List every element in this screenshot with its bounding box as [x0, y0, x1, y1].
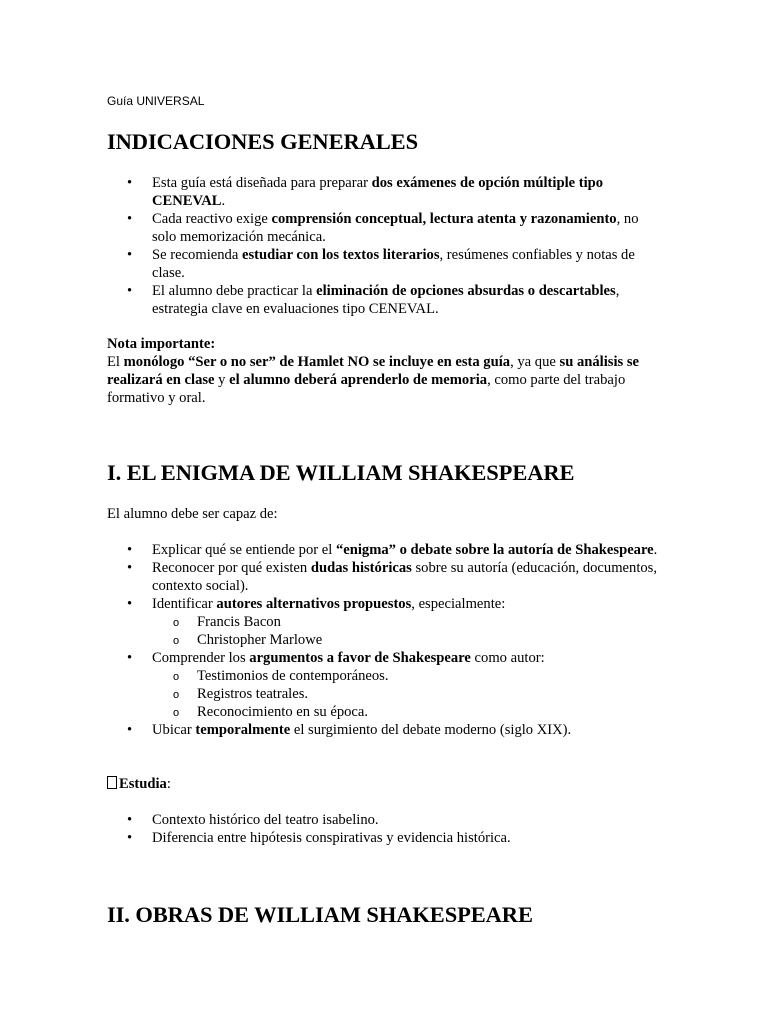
text: , especialmente:	[411, 596, 506, 612]
text: Se recomienda	[152, 247, 242, 263]
text: El	[107, 354, 124, 370]
sub-list	[152, 667, 663, 721]
sub-list-item: o Francis Bacon	[152, 613, 663, 631]
sub-list-item: o Christopher Marlowe	[152, 631, 663, 649]
bold-text: autores alternativos propuestos	[216, 596, 412, 612]
bold-text: temporalmente	[195, 722, 291, 738]
bold-text: dudas históricas	[310, 560, 412, 576]
text: , ya que	[510, 354, 560, 370]
bold-text: argumentos a favor de Shakespeare	[249, 650, 471, 666]
bold-text: “enigma” o debate sobre la autoría de Shakespeare	[335, 542, 654, 558]
text: sobre su autoría (educación, documentos, contexto social).	[152, 560, 658, 594]
estudia-label: Estudia	[119, 776, 167, 792]
bold-text: su análisis se realizará en clase	[107, 354, 640, 388]
note-title: Nota importante:	[107, 336, 216, 352]
text: Cada reactivo exige	[152, 211, 272, 227]
bold-text: monólogo “Ser o no ser” de Hamlet NO se incluye en esta guía	[123, 354, 511, 370]
bold-text: eliminación de opciones absurdas o descartables	[316, 283, 616, 299]
list-item	[107, 649, 663, 721]
bold-text: comprensión conceptual, lectura atenta y razonamiento	[271, 211, 617, 227]
sub-list	[152, 613, 663, 649]
page-header: Guía UNIVERSAL	[107, 94, 205, 108]
enigma-intro: El alumno debe ser capaz de:	[107, 506, 278, 522]
note-body	[107, 353, 663, 407]
list-item	[107, 282, 663, 318]
text: , como parte del trabajo formativo y oral.	[107, 372, 626, 406]
text: como autor:	[470, 650, 545, 666]
sub-list-item: o Testimonios de contemporáneos.	[152, 667, 663, 685]
missing-glyph-icon	[107, 776, 117, 789]
list-item	[107, 174, 663, 210]
text: .	[221, 193, 226, 209]
list-item: • Contexto histórico del teatro isabelino.	[107, 811, 663, 829]
list-item	[107, 721, 663, 739]
text: El alumno debe practicar la	[152, 283, 317, 299]
enigma-list	[107, 541, 663, 739]
list-item	[107, 595, 663, 649]
heading-indicaciones-generales: INDICACIONES GENERALES	[107, 129, 418, 154]
note-block	[107, 335, 663, 407]
text: y	[214, 372, 230, 388]
text: Esta guía está diseñada para preparar	[152, 175, 372, 191]
bold-text: el alumno deberá aprenderlo de memoria	[229, 372, 488, 388]
list-item: • Diferencia entre hipótesis conspirativas y evidencia histórica.	[107, 829, 663, 847]
list-item	[107, 246, 663, 282]
text: Reconocer por qué existen	[152, 560, 311, 576]
sub-list-item: o Reconocimiento en su época.	[152, 703, 663, 721]
estudia-line	[107, 775, 663, 793]
text: Ubicar	[152, 722, 196, 738]
text: .	[653, 542, 658, 558]
text: Comprender los	[152, 650, 250, 666]
list-item	[107, 559, 663, 595]
text: Identificar	[152, 596, 217, 612]
estudia-colon: :	[166, 776, 171, 792]
text: , resúmenes confiables y notas de clase.	[152, 247, 635, 281]
bold-text: estudiar con los textos literarios	[241, 247, 440, 263]
heading-enigma: I. EL ENIGMA DE WILLIAM SHAKESPEARE	[107, 460, 575, 485]
list-item	[107, 541, 663, 559]
estudia-list	[107, 811, 663, 847]
text: el surgimiento del debate moderno (siglo XIX).	[290, 722, 572, 738]
indicaciones-list	[107, 174, 663, 318]
text: , estrategia clave en evaluaciones tipo CENEVAL.	[152, 283, 620, 317]
text: Explicar qué se entiende por el	[152, 542, 336, 558]
list-item	[107, 210, 663, 246]
text: , no solo memorización mecánica.	[152, 211, 639, 245]
sub-list-item: o Registros teatrales.	[152, 685, 663, 703]
bold-text: dos exámenes de opción múltiple tipo CENEVAL	[152, 175, 604, 209]
heading-obras: II. OBRAS DE WILLIAM SHAKESPEARE	[107, 902, 533, 927]
